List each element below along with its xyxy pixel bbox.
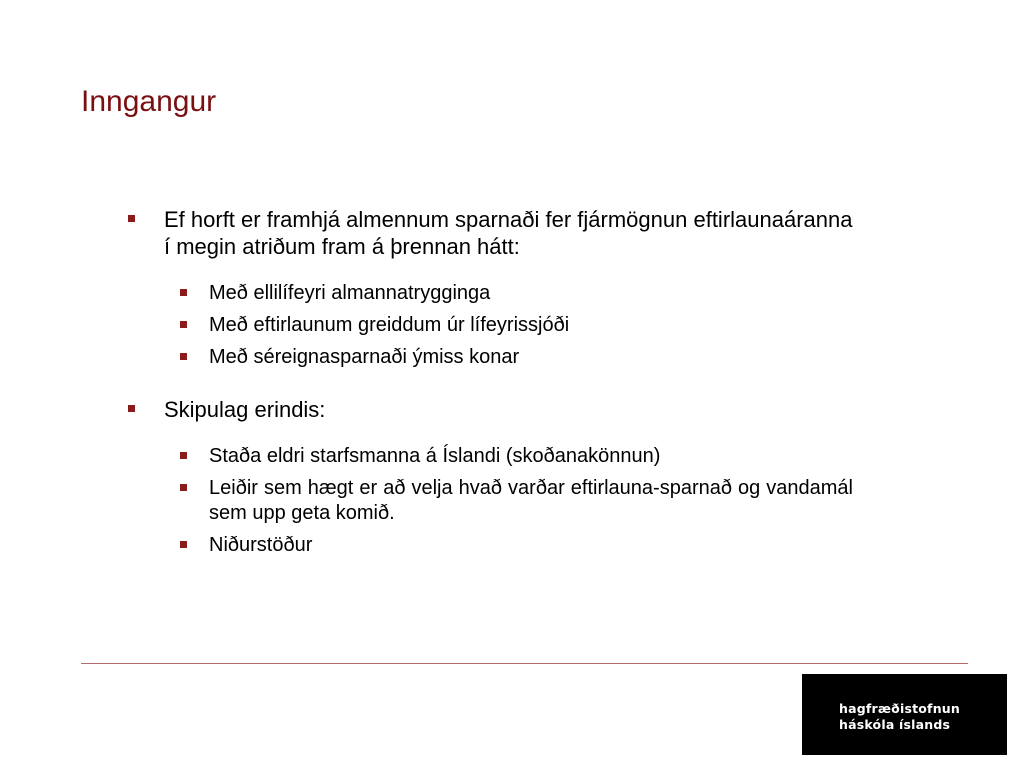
square-bullet-icon bbox=[128, 215, 135, 222]
square-bullet-icon bbox=[180, 452, 187, 459]
slide-content bbox=[127, 206, 857, 558]
square-bullet-icon bbox=[128, 405, 135, 412]
logo-text-line-1: hagfræðistofnun bbox=[839, 701, 960, 716]
sub-bullet-item bbox=[127, 281, 857, 306]
sublist-funding bbox=[127, 281, 857, 370]
institute-logo bbox=[802, 674, 1007, 755]
bullet-text: Ef horft er framhjá almennum sparnaði fer fjármögnun eftirlaunaáranna í megin atriðum fram á þrennan hátt: bbox=[164, 207, 853, 259]
square-bullet-icon bbox=[180, 353, 187, 360]
sub-bullet-item bbox=[127, 313, 857, 338]
sub-bullet-text: Með ellilífeyri almannatrygginga bbox=[209, 282, 491, 304]
bullet-text: Skipulag erindis: bbox=[164, 397, 326, 422]
slide-title: Inngangur bbox=[81, 85, 217, 118]
square-bullet-icon bbox=[180, 321, 187, 328]
sub-bullet-text: Niðurstöður bbox=[209, 534, 313, 556]
square-bullet-icon bbox=[180, 484, 187, 491]
sub-bullet-item bbox=[127, 444, 857, 469]
square-bullet-icon bbox=[180, 289, 187, 296]
sub-bullet-item bbox=[127, 345, 857, 370]
square-bullet-icon bbox=[180, 541, 187, 548]
sub-bullet-text: Leiðir sem hægt er að velja hvað varðar eftirlauna-sparnað og vandamál sem upp geta komið. bbox=[209, 477, 853, 524]
sub-bullet-text: Staða eldri starfsmanna á Íslandi (skoðanakönnun) bbox=[209, 445, 661, 467]
bullet-item-outline bbox=[127, 396, 857, 423]
sub-bullet-text: Með eftirlaunum greiddum úr lífeyrissjóði bbox=[209, 314, 570, 336]
bullet-item-funding bbox=[127, 206, 857, 260]
logo-text-line-2: háskóla íslands bbox=[839, 717, 951, 732]
sub-bullet-item bbox=[127, 476, 857, 526]
sub-bullet-item bbox=[127, 533, 857, 558]
footer-divider bbox=[81, 663, 968, 664]
sub-bullet-text: Með séreignasparnaði ýmiss konar bbox=[209, 346, 520, 368]
sublist-outline bbox=[127, 444, 857, 558]
